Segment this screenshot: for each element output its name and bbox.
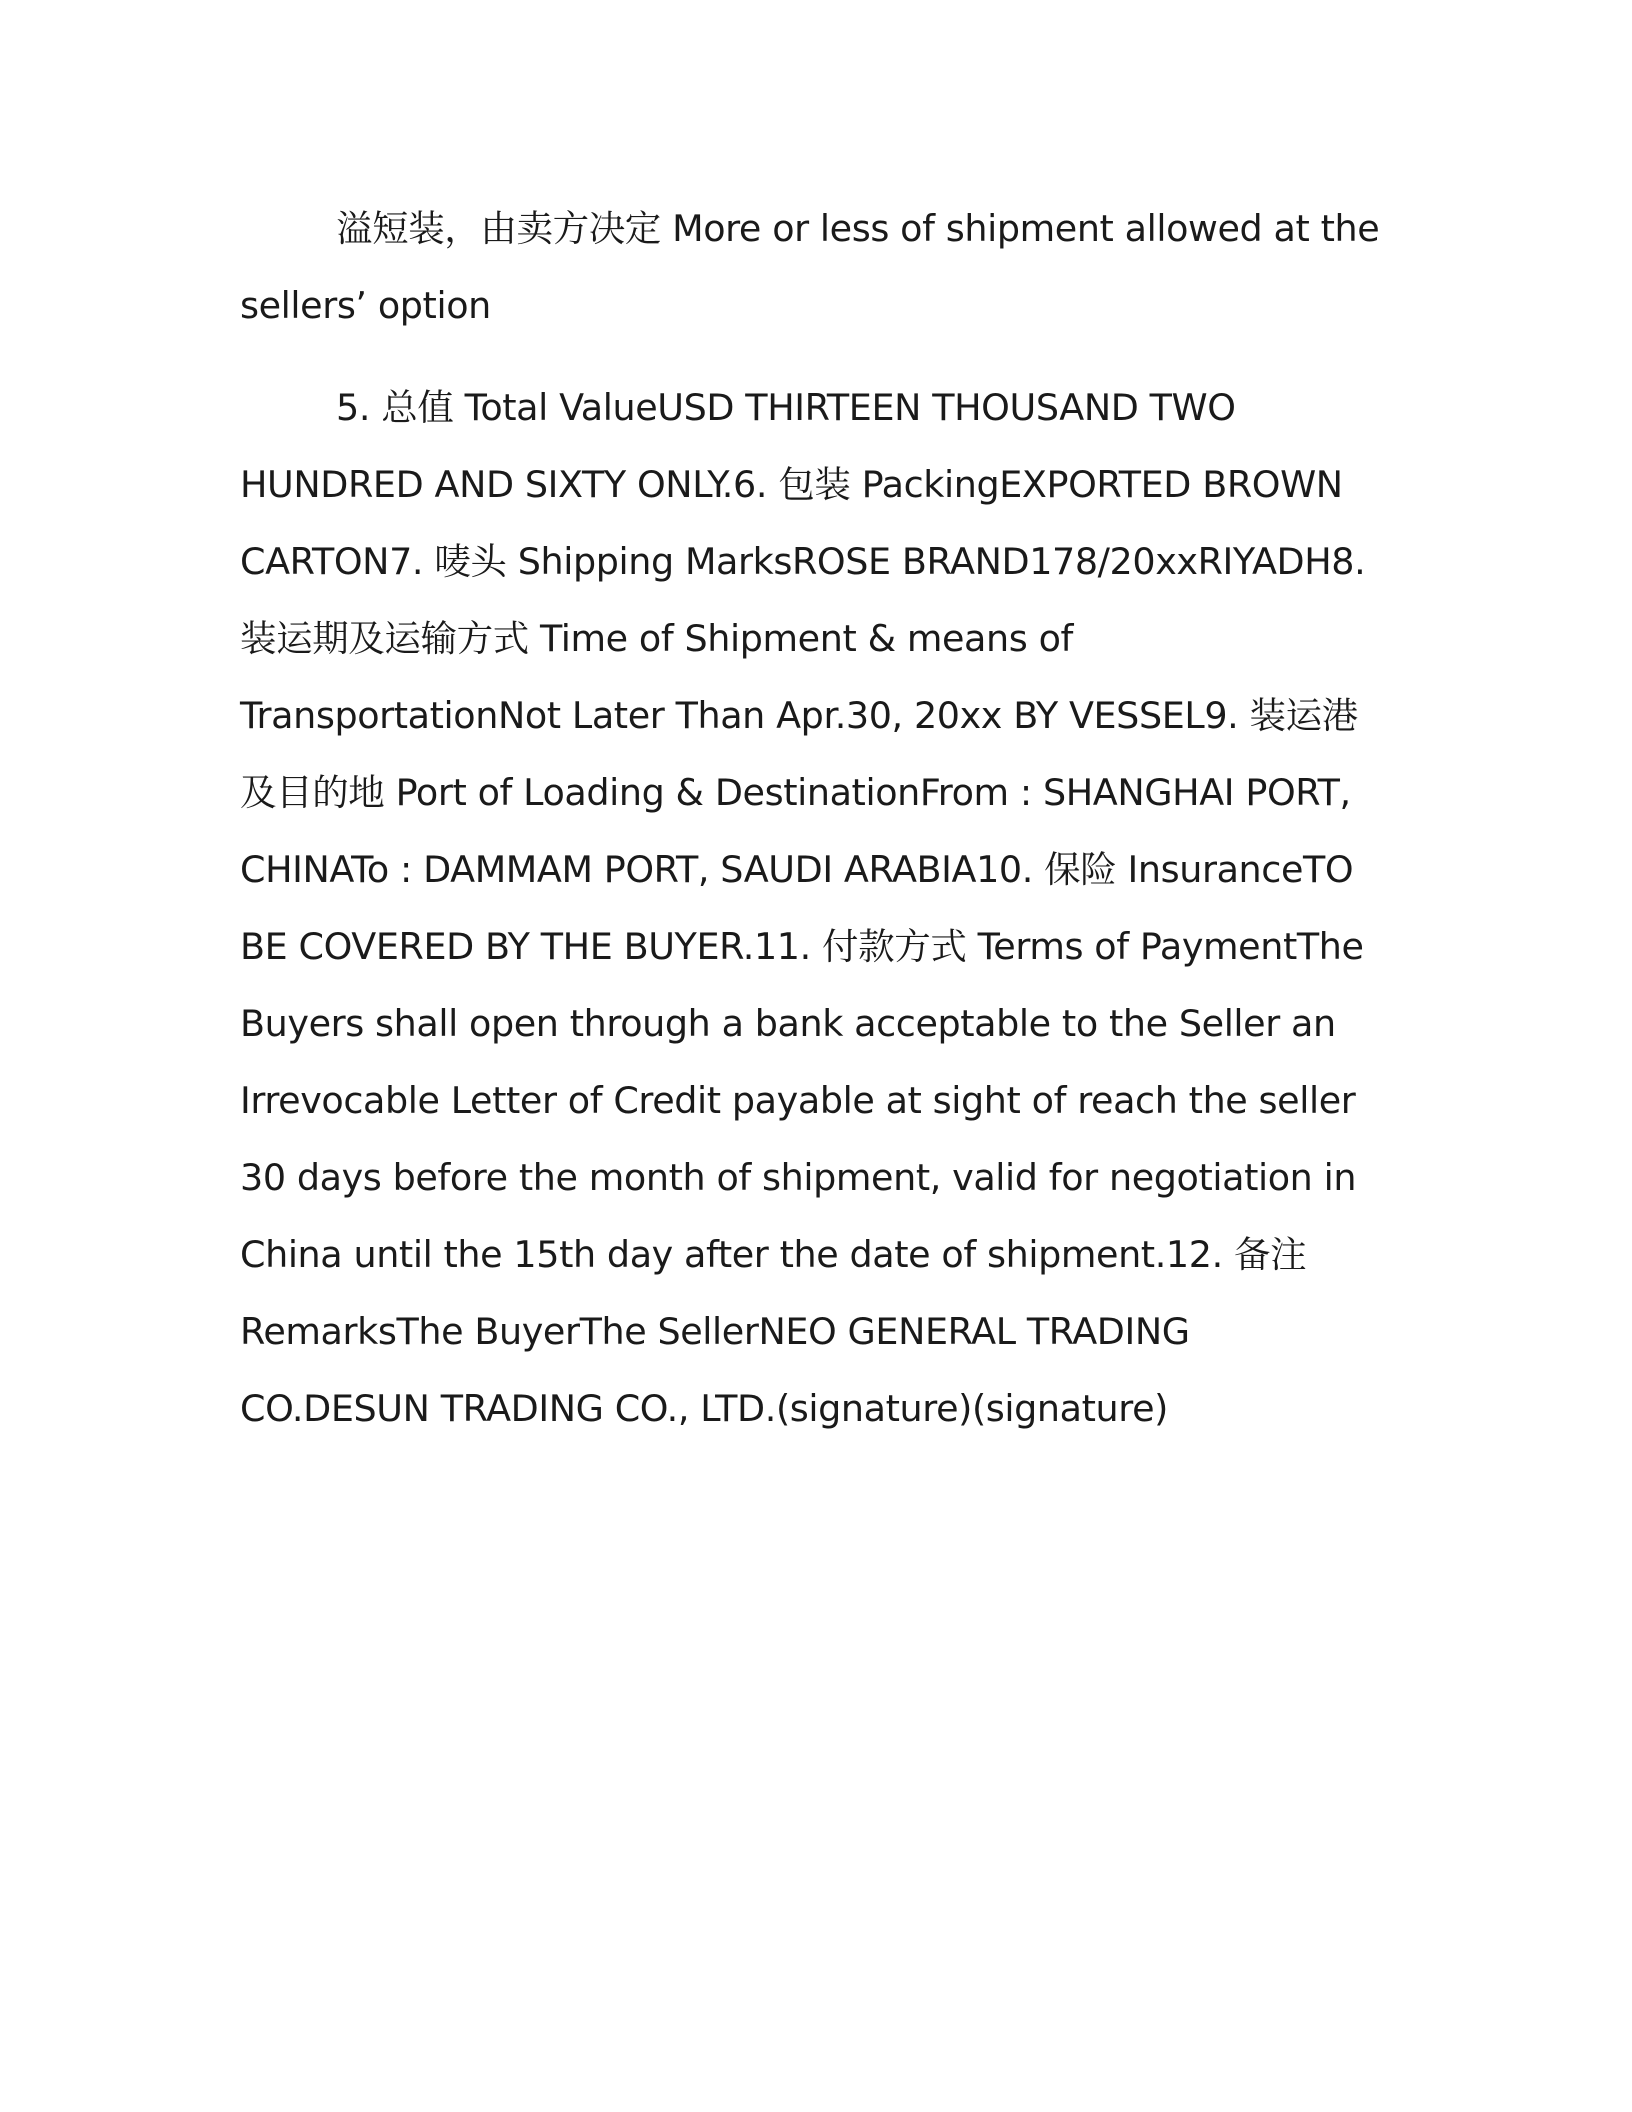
contract-terms-paragraph: 5. 总值 Total ValueUSD THIRTEEN THOUSAND TWO HUNDRED AND SIXTY ONLY.6. 包装 PackingEXPORTED BROWN CARTON7. 唛头 Shipping MarksROSE BRAND178/20xxRIYADH8. 装运期及运输方式 Time of Shipment & means of TransportationNot Later Than Apr.30, 20xx BY VESSEL9. 装运港及目的地 Port of Loading & DestinationFrom : SHANGHAI PORT, CHINATo : DAMMAM PORT, SAUDI ARABIA10. 保险 InsuranceTO BE COVERED BY THE BUYER.11. 付款方式 Terms of PaymentThe Buyers shall open through a bank acceptable to the Seller an Irrevocable Letter of Credit payable at sight of reach the seller 30 days before the month of shipment, valid for negotiation in China until the 15th day after the date of shipment.12. 备注 RemarksThe BuyerThe SellerNEO GENERAL TRADING CO.DESUN TRADING CO., LTD.(signature)(signature) bbox=[240, 386, 1366, 1430]
contract-text bbox=[240, 190, 1390, 1447]
shipment-tolerance-paragraph: 溢短装，由卖方决定 More or less of shipment allowed at the sellers’ option bbox=[240, 207, 1380, 327]
